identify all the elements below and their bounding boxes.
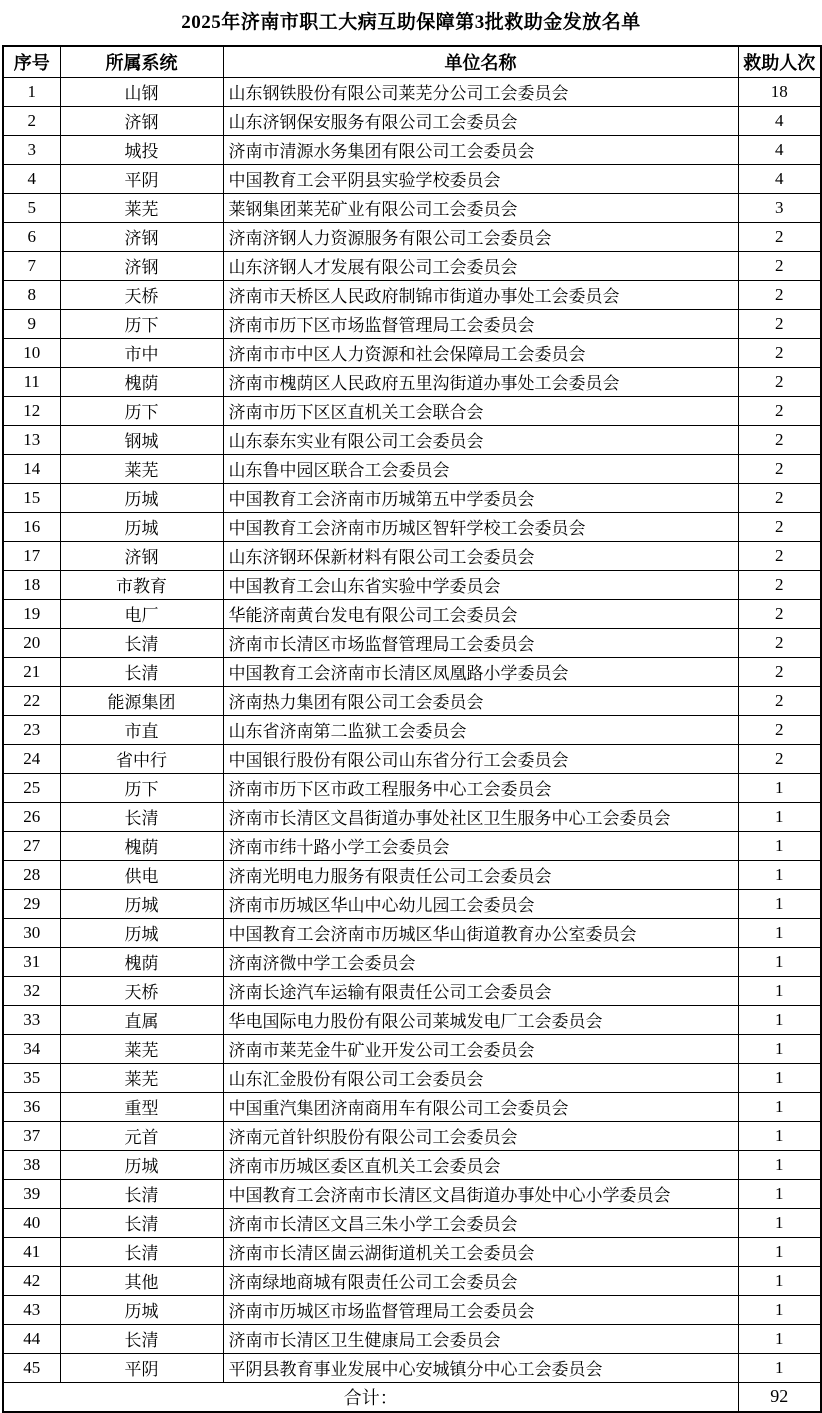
row-count: 1 [738, 1237, 821, 1266]
row-seq: 38 [3, 1150, 60, 1179]
total-label: 合计： [3, 1382, 738, 1412]
row-unit-name: 山东鲁中园区联合工会委员会 [223, 454, 738, 483]
table-row [3, 425, 821, 454]
row-seq: 2 [3, 106, 60, 135]
row-system: 天桥 [60, 976, 223, 1005]
row-system: 长清 [60, 628, 223, 657]
row-unit-name: 山东济钢保安服务有限公司工会委员会 [223, 106, 738, 135]
row-seq: 3 [3, 135, 60, 164]
row-system: 槐荫 [60, 947, 223, 976]
row-count: 3 [738, 193, 821, 222]
relief-fund-table [2, 45, 822, 1413]
row-count: 4 [738, 164, 821, 193]
table-row [3, 1150, 821, 1179]
row-unit-name: 中国重汽集团济南商用车有限公司工会委员会 [223, 1092, 738, 1121]
row-seq: 5 [3, 193, 60, 222]
table-row [3, 193, 821, 222]
row-count: 2 [738, 338, 821, 367]
row-unit-name: 济南市纬十路小学工会委员会 [223, 831, 738, 860]
table-row [3, 1237, 821, 1266]
row-seq: 45 [3, 1353, 60, 1382]
row-count: 2 [738, 657, 821, 686]
row-unit-name: 济南市长清区市场监督管理局工会委员会 [223, 628, 738, 657]
row-unit-name: 中国教育工会济南市长清区文昌街道办事处中心小学委员会 [223, 1179, 738, 1208]
row-system: 山钢 [60, 77, 223, 106]
row-seq: 10 [3, 338, 60, 367]
row-count: 2 [738, 280, 821, 309]
row-unit-name: 中国教育工会济南市历城第五中学委员会 [223, 483, 738, 512]
row-count: 1 [738, 1005, 821, 1034]
row-system: 槐荫 [60, 367, 223, 396]
row-count: 2 [738, 570, 821, 599]
table-row [3, 657, 821, 686]
row-system: 历下 [60, 396, 223, 425]
table-row [3, 802, 821, 831]
header-row [3, 46, 821, 77]
row-system: 莱芜 [60, 193, 223, 222]
row-system: 长清 [60, 802, 223, 831]
row-unit-name: 中国教育工会济南市长清区凤凰路小学委员会 [223, 657, 738, 686]
table-row [3, 512, 821, 541]
row-count: 1 [738, 1353, 821, 1382]
row-system: 槐荫 [60, 831, 223, 860]
row-seq: 20 [3, 628, 60, 657]
row-seq: 9 [3, 309, 60, 338]
table-row [3, 599, 821, 628]
row-system: 平阴 [60, 164, 223, 193]
row-seq: 7 [3, 251, 60, 280]
row-count: 2 [738, 483, 821, 512]
row-count: 1 [738, 1266, 821, 1295]
row-seq: 25 [3, 773, 60, 802]
row-system: 历城 [60, 512, 223, 541]
table-row [3, 106, 821, 135]
row-system: 济钢 [60, 541, 223, 570]
row-system: 平阴 [60, 1353, 223, 1382]
row-seq: 6 [3, 222, 60, 251]
row-unit-name: 济南市历下区市政工程服务中心工会委员会 [223, 773, 738, 802]
row-system: 元首 [60, 1121, 223, 1150]
row-count: 2 [738, 599, 821, 628]
row-unit-name: 济南绿地商城有限责任公司工会委员会 [223, 1266, 738, 1295]
col-header-seq: 序号 [3, 46, 60, 77]
row-seq: 22 [3, 686, 60, 715]
row-seq: 31 [3, 947, 60, 976]
table-row [3, 686, 821, 715]
row-count: 1 [738, 1034, 821, 1063]
row-unit-name: 中国教育工会济南市历城区华山街道教育办公室委员会 [223, 918, 738, 947]
row-count: 1 [738, 947, 821, 976]
table-row [3, 744, 821, 773]
row-unit-name: 济南市市中区人力资源和社会保障局工会委员会 [223, 338, 738, 367]
row-system: 莱芜 [60, 1063, 223, 1092]
row-count: 1 [738, 802, 821, 831]
table-row [3, 1266, 821, 1295]
row-unit-name: 济南热力集团有限公司工会委员会 [223, 686, 738, 715]
row-unit-name: 山东济钢环保新材料有限公司工会委员会 [223, 541, 738, 570]
row-count: 2 [738, 222, 821, 251]
table-row [3, 222, 821, 251]
row-count: 2 [738, 425, 821, 454]
row-system: 长清 [60, 1179, 223, 1208]
table-row [3, 396, 821, 425]
row-system: 市教育 [60, 570, 223, 599]
row-seq: 12 [3, 396, 60, 425]
table-row [3, 309, 821, 338]
row-system: 历城 [60, 1150, 223, 1179]
table-row [3, 1179, 821, 1208]
table-row [3, 1092, 821, 1121]
row-seq: 41 [3, 1237, 60, 1266]
row-seq: 32 [3, 976, 60, 1005]
row-unit-name: 济南元首针织股份有限公司工会委员会 [223, 1121, 738, 1150]
row-count: 1 [738, 831, 821, 860]
total-value: 92 [738, 1382, 821, 1412]
row-count: 1 [738, 918, 821, 947]
row-seq: 4 [3, 164, 60, 193]
row-count: 1 [738, 773, 821, 802]
row-seq: 33 [3, 1005, 60, 1034]
row-count: 2 [738, 396, 821, 425]
row-seq: 39 [3, 1179, 60, 1208]
row-count: 1 [738, 1121, 821, 1150]
table-row [3, 338, 821, 367]
row-unit-name: 莱钢集团莱芜矿业有限公司工会委员会 [223, 193, 738, 222]
row-system: 天桥 [60, 280, 223, 309]
row-count: 2 [738, 454, 821, 483]
table-row [3, 251, 821, 280]
table-row [3, 773, 821, 802]
row-system: 直属 [60, 1005, 223, 1034]
table-row [3, 889, 821, 918]
total-row [3, 1382, 821, 1412]
table-row [3, 715, 821, 744]
row-seq: 44 [3, 1324, 60, 1353]
row-system: 钢城 [60, 425, 223, 454]
row-unit-name: 济南市长清区崮云湖街道机关工会委员会 [223, 1237, 738, 1266]
row-system: 历城 [60, 1295, 223, 1324]
row-seq: 37 [3, 1121, 60, 1150]
row-seq: 40 [3, 1208, 60, 1237]
row-system: 莱芜 [60, 1034, 223, 1063]
row-unit-name: 山东汇金股份有限公司工会委员会 [223, 1063, 738, 1092]
row-system: 市中 [60, 338, 223, 367]
row-system: 市直 [60, 715, 223, 744]
row-system: 长清 [60, 1324, 223, 1353]
table-row [3, 454, 821, 483]
row-count: 2 [738, 512, 821, 541]
row-system: 其他 [60, 1266, 223, 1295]
row-system: 省中行 [60, 744, 223, 773]
row-seq: 8 [3, 280, 60, 309]
page-title: 2025年济南市职工大病互助保障第3批救助金发放名单 [181, 12, 641, 33]
row-unit-name: 济南市历城区华山中心幼儿园工会委员会 [223, 889, 738, 918]
row-unit-name: 华能济南黄台发电有限公司工会委员会 [223, 599, 738, 628]
table-row [3, 1063, 821, 1092]
row-unit-name: 山东钢铁股份有限公司莱芜分公司工会委员会 [223, 77, 738, 106]
row-unit-name: 济南济微中学工会委员会 [223, 947, 738, 976]
row-unit-name: 济南市天桥区人民政府制锦市街道办事处工会委员会 [223, 280, 738, 309]
row-count: 2 [738, 367, 821, 396]
row-system: 城投 [60, 135, 223, 164]
table-row [3, 135, 821, 164]
row-seq: 1 [3, 77, 60, 106]
row-seq: 11 [3, 367, 60, 396]
row-unit-name: 济南市历下区区直机关工会联合会 [223, 396, 738, 425]
row-seq: 14 [3, 454, 60, 483]
row-seq: 24 [3, 744, 60, 773]
row-count: 2 [738, 686, 821, 715]
row-unit-name: 华电国际电力股份有限公司莱城发电厂工会委员会 [223, 1005, 738, 1034]
row-seq: 27 [3, 831, 60, 860]
row-count: 1 [738, 1179, 821, 1208]
row-count: 1 [738, 976, 821, 1005]
row-unit-name: 山东泰东实业有限公司工会委员会 [223, 425, 738, 454]
row-unit-name: 济南市槐荫区人民政府五里沟街道办事处工会委员会 [223, 367, 738, 396]
row-count: 2 [738, 309, 821, 338]
table-row [3, 1353, 821, 1382]
table-row [3, 976, 821, 1005]
row-count: 1 [738, 1063, 821, 1092]
row-system: 济钢 [60, 106, 223, 135]
row-seq: 19 [3, 599, 60, 628]
table-row [3, 280, 821, 309]
row-system: 重型 [60, 1092, 223, 1121]
table-row [3, 1295, 821, 1324]
row-system: 电厂 [60, 599, 223, 628]
row-seq: 17 [3, 541, 60, 570]
table-row [3, 1324, 821, 1353]
row-count: 4 [738, 106, 821, 135]
row-system: 历下 [60, 309, 223, 338]
table-row [3, 367, 821, 396]
row-unit-name: 山东济钢人才发展有限公司工会委员会 [223, 251, 738, 280]
row-unit-name: 中国教育工会平阴县实验学校委员会 [223, 164, 738, 193]
col-header-system: 所属系统 [60, 46, 223, 77]
row-system: 历城 [60, 889, 223, 918]
row-unit-name: 山东省济南第二监狱工会委员会 [223, 715, 738, 744]
row-unit-name: 济南市长清区卫生健康局工会委员会 [223, 1324, 738, 1353]
col-header-count: 救助人次 [738, 46, 821, 77]
row-seq: 42 [3, 1266, 60, 1295]
table-row [3, 1005, 821, 1034]
row-unit-name: 济南光明电力服务有限责任公司工会委员会 [223, 860, 738, 889]
row-system: 历城 [60, 918, 223, 947]
row-system: 历下 [60, 773, 223, 802]
row-seq: 30 [3, 918, 60, 947]
row-system: 能源集团 [60, 686, 223, 715]
row-seq: 43 [3, 1295, 60, 1324]
row-unit-name: 济南市莱芜金牛矿业开发公司工会委员会 [223, 1034, 738, 1063]
row-system: 供电 [60, 860, 223, 889]
row-system: 长清 [60, 657, 223, 686]
table-row [3, 570, 821, 599]
row-count: 1 [738, 889, 821, 918]
row-unit-name: 济南市历下区市场监督管理局工会委员会 [223, 309, 738, 338]
row-seq: 28 [3, 860, 60, 889]
row-unit-name: 中国教育工会山东省实验中学委员会 [223, 570, 738, 599]
table-row [3, 831, 821, 860]
row-seq: 16 [3, 512, 60, 541]
row-unit-name: 济南市长清区文昌三朱小学工会委员会 [223, 1208, 738, 1237]
table-row [3, 1208, 821, 1237]
row-count: 1 [738, 1295, 821, 1324]
row-system: 济钢 [60, 251, 223, 280]
row-count: 4 [738, 135, 821, 164]
row-count: 18 [738, 77, 821, 106]
table-row [3, 628, 821, 657]
row-unit-name: 中国银行股份有限公司山东省分行工会委员会 [223, 744, 738, 773]
table-row [3, 77, 821, 106]
row-system: 济钢 [60, 222, 223, 251]
table-row [3, 164, 821, 193]
row-count: 1 [738, 1208, 821, 1237]
row-system: 长清 [60, 1237, 223, 1266]
row-count: 1 [738, 1150, 821, 1179]
row-unit-name: 济南市历城区委区直机关工会委员会 [223, 1150, 738, 1179]
row-seq: 18 [3, 570, 60, 599]
row-seq: 29 [3, 889, 60, 918]
row-unit-name: 平阴县教育事业发展中心安城镇分中心工会委员会 [223, 1353, 738, 1382]
row-seq: 21 [3, 657, 60, 686]
row-system: 长清 [60, 1208, 223, 1237]
row-unit-name: 济南市清源水务集团有限公司工会委员会 [223, 135, 738, 164]
row-count: 2 [738, 541, 821, 570]
row-count: 1 [738, 1092, 821, 1121]
row-seq: 15 [3, 483, 60, 512]
table-row [3, 1034, 821, 1063]
row-count: 2 [738, 251, 821, 280]
row-count: 2 [738, 744, 821, 773]
row-system: 历城 [60, 483, 223, 512]
row-seq: 35 [3, 1063, 60, 1092]
row-count: 2 [738, 715, 821, 744]
row-count: 1 [738, 860, 821, 889]
table-row [3, 541, 821, 570]
row-unit-name: 济南市历城区市场监督管理局工会委员会 [223, 1295, 738, 1324]
row-seq: 34 [3, 1034, 60, 1063]
table-row [3, 918, 821, 947]
row-system: 莱芜 [60, 454, 223, 483]
table-row [3, 947, 821, 976]
row-count: 2 [738, 628, 821, 657]
row-unit-name: 济南济钢人力资源服务有限公司工会委员会 [223, 222, 738, 251]
table-row [3, 1121, 821, 1150]
row-seq: 13 [3, 425, 60, 454]
row-seq: 23 [3, 715, 60, 744]
row-unit-name: 济南市长清区文昌街道办事处社区卫生服务中心工会委员会 [223, 802, 738, 831]
row-unit-name: 中国教育工会济南市历城区智轩学校工会委员会 [223, 512, 738, 541]
row-count: 1 [738, 1324, 821, 1353]
table-row [3, 860, 821, 889]
row-seq: 26 [3, 802, 60, 831]
table-row [3, 483, 821, 512]
col-header-unit: 单位名称 [223, 46, 738, 77]
row-seq: 36 [3, 1092, 60, 1121]
row-unit-name: 济南长途汽车运输有限责任公司工会委员会 [223, 976, 738, 1005]
